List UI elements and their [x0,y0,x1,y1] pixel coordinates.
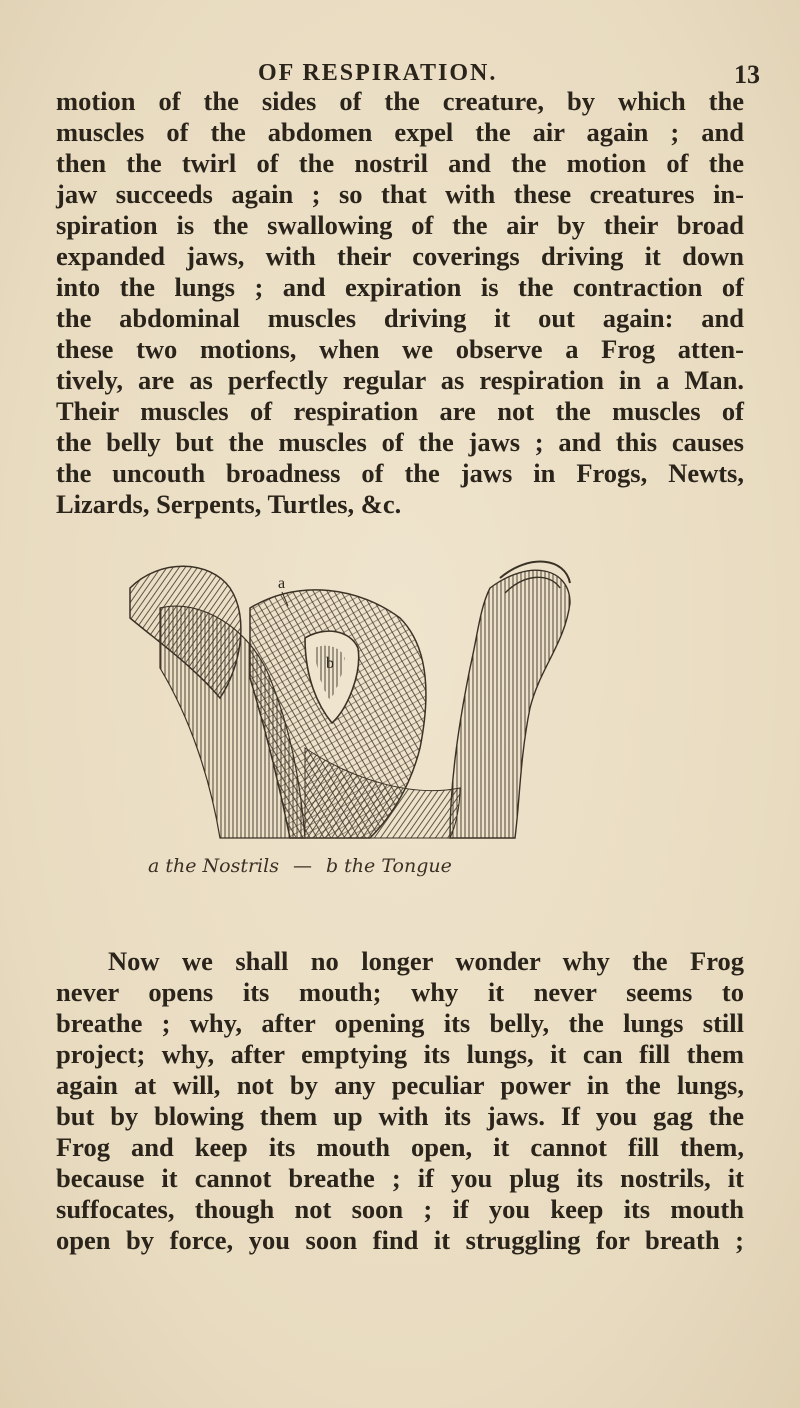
text-line: the belly but the muscles of the jaws ; and this causes [56,427,744,457]
text-line: the abdominal muscles driving it out again: and [56,303,744,333]
text-line: then the twirl of the nostril and the motion of the [56,148,744,178]
caption-tongue: b the Tongue [325,855,452,877]
text-line: Lizards, Serpents, Turtles, &c. [56,489,402,519]
text-line: never opens its mouth; why it never seems to [56,977,744,1007]
text-line: but by blowing them up with its jaws. If you gag the [56,1101,744,1131]
text-line: spiration is the swallowing of the air by their broad [56,210,744,240]
text-line: breathe ; why, after opening its belly, the lungs still [56,1008,744,1038]
text-line: into the lungs ; and expiration is the contraction of [56,272,744,302]
text-line: the uncouth broadness of the jaws in Frogs, Newts, [56,458,744,488]
figure-caption [148,855,452,877]
page-number: 13 [734,60,760,89]
caption-nostrils: a the Nostrils [148,855,279,877]
text-line: because it cannot breathe ; if you plug its nostrils, it [56,1163,744,1193]
text-line: tively, are as perfectly regular as respiration in a Man. [56,365,744,395]
text-line: suffocates, though not soon ; if you keep its mouth [56,1194,744,1224]
text-line: Their muscles of respiration are not the muscles of [56,396,744,426]
text-line: open by force, you soon find it struggling for breath ; [56,1225,744,1255]
text-line: Now we shall no longer wonder why the Frog [108,946,744,976]
text-line: again at will, not by any peculiar power in the lungs, [56,1070,744,1100]
text-line: muscles of the abdomen expel the air again ; and [56,117,744,147]
text-line: motion of the sides of the creature, by which the [56,86,744,116]
text-line: expanded jaws, with their coverings driving it down [56,241,744,271]
running-title: OF RESPIRATION. [258,60,498,86]
figure-label-a: a [278,575,286,592]
frog-head-illustration [100,548,700,878]
text-line: project; why, after emptying its lungs, it can fill them [56,1039,744,1069]
frog-head-engraving [100,548,700,848]
text-line: Frog and keep its mouth open, it cannot fill them, [56,1132,744,1162]
paragraph-respiration-mechanics [56,86,744,520]
caption-separator: — [292,855,312,877]
text-line: these two motions, when we observe a Frog atten- [56,334,744,364]
paragraph-frog-breathing [56,946,744,1256]
text-line: jaw succeeds again ; so that with these creatures in- [56,179,744,209]
figure-label-b: b [326,655,334,672]
